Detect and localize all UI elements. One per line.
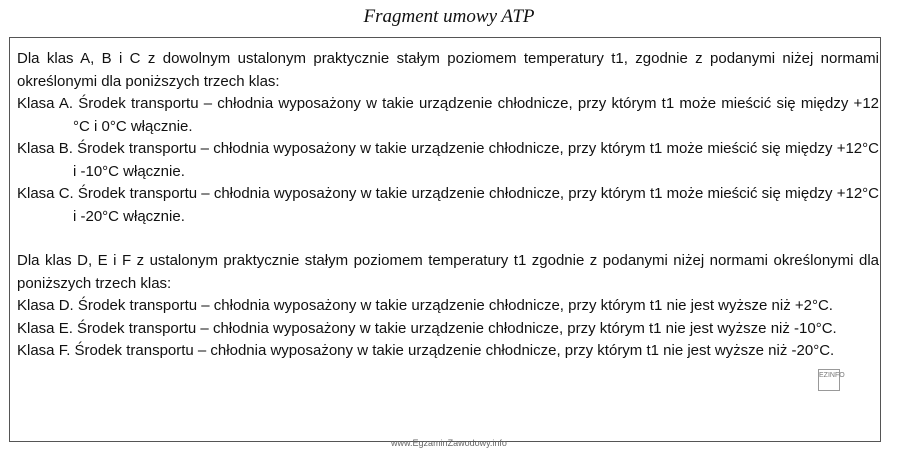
class-e-text: Klasa E. Środek transportu – chłodnia wyposażony w takie urządzenie chłodnicze, przy którym t1 nie jest wyższe niż -10°C. xyxy=(17,319,837,337)
class-a-text: Klasa A. Środek transportu – chłodnia wyposażony w takie urządzenie chłodnicze, przy którym t1 może mieścić się między +12 °C i 0°C włącznie. xyxy=(17,95,879,135)
section-gap xyxy=(17,228,879,250)
document-title: Fragment umowy ATP xyxy=(363,6,535,27)
class-b-text: Klasa B. Środek transportu – chłodnia wyposażony w takie urządzenie chłodnicze, przy którym t1 może mieścić się między +12°C i -10°C włącznie. xyxy=(17,140,879,180)
section2-intro: Dla klas D, E i F z ustalonym praktycznie stałym poziomem temperatury t1 zgodnie z podanymi niżej normami określonymi dla poniższych trzech klas: xyxy=(17,252,879,292)
document-content xyxy=(17,48,879,363)
watermark-stamp-icon: EZINFO xyxy=(818,369,840,391)
footer-url: www.EgzaminZawodowy.info xyxy=(391,438,507,448)
section1-intro: Dla klas A, B i C z dowolnym ustalonym praktycznie stałym poziomem temperatury t1, zgodnie z podanymi niżej normami określonymi dla poniższych trzech klas: xyxy=(17,50,879,90)
class-c-text: Klasa C. Środek transportu – chłodnia wyposażony w takie urządzenie chłodnicze, przy którym t1 może mieścić się między +12°C i -20°C włącznie. xyxy=(17,185,879,225)
class-f-text: Klasa F. Środek transportu – chłodnia wyposażony w takie urządzenie chłodnicze, przy którym t1 nie jest wyższe niż -20°C. xyxy=(17,342,835,359)
class-d-text: Klasa D. Środek transportu – chłodnia wyposażony w takie urządzenie chłodnicze, przy którym t1 nie jest wyższe niż +2°C. xyxy=(17,297,833,314)
